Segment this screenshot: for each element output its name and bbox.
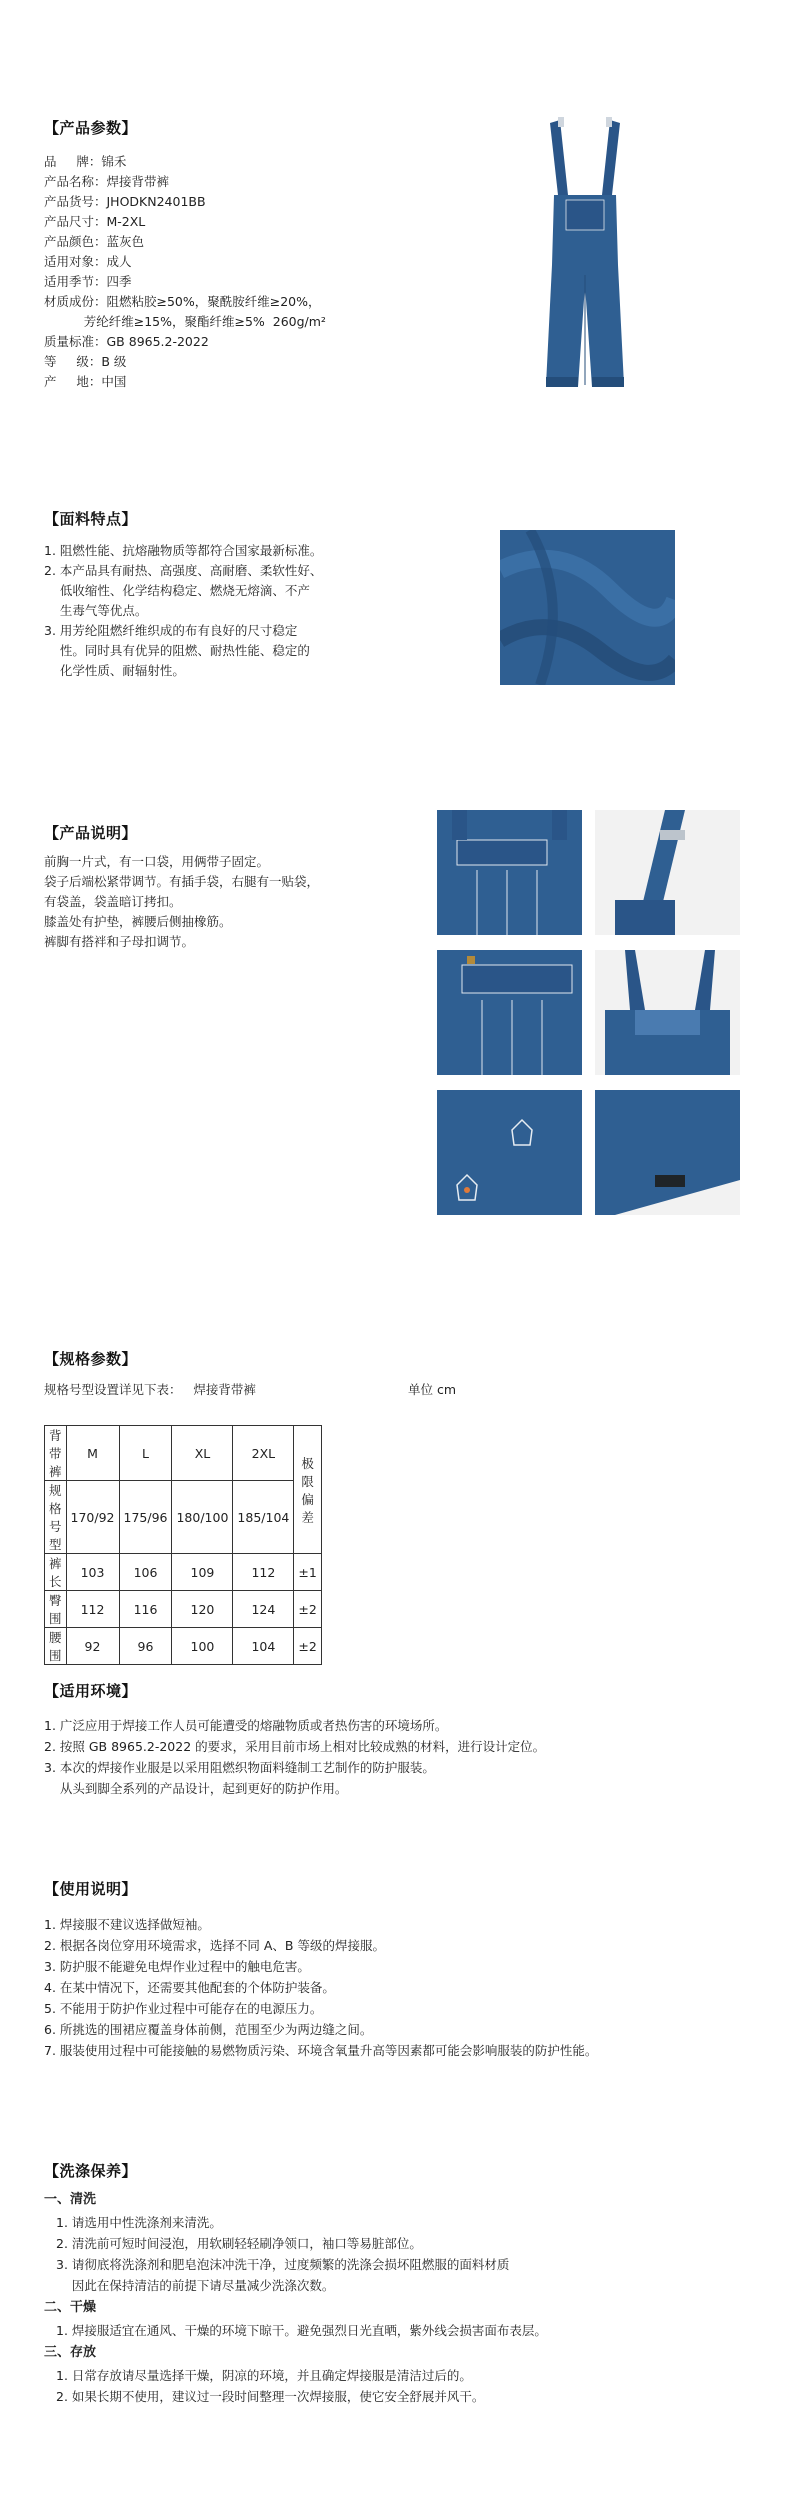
params-list <box>44 152 326 392</box>
desc-item: 前胸一片式，有一口袋，用俩带子固定。 <box>44 854 270 869</box>
param-origin: 产 地：中国 <box>44 374 127 389</box>
desc-list <box>44 852 319 952</box>
list-item: 因此在保持清洁的前提下请尽量减少洗涤次数。 <box>56 2278 335 2293</box>
care-dry-list <box>44 2320 547 2341</box>
spec-table <box>44 1425 322 1665</box>
section-title: 【产品说明】 <box>44 824 138 842</box>
param-name: 产品名称：焊接背带裤 <box>44 174 170 189</box>
table-cell: 112 <box>66 1591 119 1628</box>
desc-item: 有袋盖，袋盖暗订拷扣。 <box>44 894 182 909</box>
param-sku: 产品货号：JHODKN2401BB <box>44 194 206 209</box>
table-row <box>45 1628 322 1665</box>
list-item: 1. 焊接服适宜在通风、干燥的环境下晾干。避免强烈日光直晒，紫外线会损害面布表层。 <box>56 2323 547 2338</box>
list-item: 1. 焊接服不建议选择做短袖。 <box>44 1917 210 1932</box>
care-groups <box>44 2188 547 2407</box>
section-usage <box>0 1878 790 2108</box>
list-item: 2. 清洗前可短时间浸泡，用软刷轻轻刷净领口，袖口等易脏部位。 <box>56 2236 422 2251</box>
table-header-cell: 背带裤 <box>45 1426 67 1481</box>
table-cell: 106 <box>119 1554 172 1591</box>
list-item: 5. 不能用于防护作业过程中可能存在的电源压力。 <box>44 2001 323 2016</box>
table-header-cell: 规格号型 <box>45 1481 67 1554</box>
table-row <box>45 1426 322 1481</box>
table-row <box>45 1554 322 1591</box>
list-item: 7. 服装使用过程中可能接触的易燃物质污染、环境含氧量升高等因素都可能会影响服装的防护性能。 <box>44 2043 598 2058</box>
desc-item: 袋子后端松紧带调节。有插手袋，右腿有一贴袋， <box>44 874 320 889</box>
table-header-cell: 极限偏差 <box>294 1426 321 1554</box>
detail-label-icons-image <box>437 1090 582 1215</box>
fabric-item: 3. 用芳纶阻燃纤维织成的布有良好的尺寸稳定 <box>44 623 298 638</box>
list-item: 2. 按照 GB 8965.2-2022 的要求，采用目前市场上相对比较成熟的材料，进行设计定位。 <box>44 1739 546 1754</box>
table-row <box>45 1591 322 1628</box>
fabric-texture-image <box>500 530 675 685</box>
fabric-item: 1. 阻燃性能、抗熔融物质等都符合国家最新标准。 <box>44 543 323 558</box>
param-target: 适用对象：成人 <box>44 254 132 269</box>
detail-chest-pocket-image <box>437 810 582 935</box>
fabric-item: 性。同时具有优异的阻燃、耐热性能、稳定的 <box>44 643 310 658</box>
section-title: 【面料特点】 <box>44 510 138 528</box>
param-standard: 质量标准：GB 8965.2-2022 <box>44 334 209 349</box>
section-title: 【洗涤保养】 <box>44 2162 138 2180</box>
desc-item: 裤脚有搭袢和子母扣调节。 <box>44 934 195 949</box>
list-item: 1. 请选用中性洗涤剂来清洗。 <box>56 2215 222 2230</box>
table-cell: 103 <box>66 1554 119 1591</box>
table-cell: 120 <box>172 1591 233 1628</box>
care-group-heading: 三、存放 <box>44 2345 97 2360</box>
care-group-heading: 二、干燥 <box>44 2300 97 2315</box>
param-season: 适用季节：四季 <box>44 274 132 289</box>
list-item: 2. 如果长期不使用，建议过一段时间整理一次焊接服，使它安全舒展并风干。 <box>56 2389 485 2404</box>
table-header-cell: L <box>119 1426 172 1481</box>
param-grade: 等 级：B 级 <box>44 354 127 369</box>
table-cell: 104 <box>233 1628 294 1665</box>
table-header-cell: XL <box>172 1426 233 1481</box>
table-cell: 腰围 <box>45 1628 67 1665</box>
spec-intro: 规格号型设置详见下表： 焊接背带裤 <box>44 1382 256 1397</box>
param-brand: 品 牌：锦禾 <box>44 154 127 169</box>
detail-back-elastic-image <box>595 950 740 1075</box>
section-fabric-features <box>0 420 790 800</box>
param-material: 材质成份：阻燃粘胶≥50%，聚酰胺纤维≥20%， <box>44 294 321 309</box>
list-item: 1. 广泛应用于焊接工作人员可能遭受的熔融物质或者热伤害的环境场所。 <box>44 1718 448 1733</box>
list-item: 6. 所挑选的围裙应覆盖身体前侧，范围至少为两边缝之间。 <box>44 2022 373 2037</box>
param-material-cont: 芳纶纤维≥15%，聚酯纤维≥5% 260g/m² <box>44 314 326 329</box>
param-color: 产品颜色：蓝灰色 <box>44 234 145 249</box>
list-item: 3. 请彻底将洗涤剂和肥皂泡沫冲洗干净，过度频繁的洗涤会损坏阻燃服的面料材质 <box>56 2257 510 2272</box>
section-care <box>0 2160 790 2503</box>
table-cell: 180/100 <box>172 1481 233 1554</box>
usage-list <box>44 1914 597 2061</box>
list-item: 2. 根据各岗位穿用环境需求，选择不同 A、B 等级的焊接服。 <box>44 1938 385 1953</box>
table-cell: 109 <box>172 1554 233 1591</box>
section-environment <box>0 1680 790 1840</box>
spec-unit: 单位 cm <box>408 1382 457 1397</box>
section-title: 【适用环境】 <box>44 1682 138 1700</box>
care-storage-list <box>44 2365 547 2407</box>
table-cell: 185/104 <box>233 1481 294 1554</box>
care-wash-list <box>44 2212 547 2296</box>
fabric-item: 2. 本产品具有耐热、高强度、高耐磨、柔软性好、 <box>44 563 323 578</box>
section-product-desc <box>0 800 790 1280</box>
section-product-params <box>0 0 790 420</box>
section-title: 【产品参数】 <box>44 119 138 137</box>
table-cell: ±1 <box>294 1554 321 1591</box>
table-row <box>45 1481 322 1554</box>
table-cell: ±2 <box>294 1628 321 1665</box>
list-item: 3. 防护服不能避免电焊作业过程中的触电危害。 <box>44 1959 310 1974</box>
fabric-list <box>44 541 322 681</box>
table-cell: 124 <box>233 1591 294 1628</box>
table-cell: 裤长 <box>45 1554 67 1591</box>
section-title: 【使用说明】 <box>44 1880 138 1898</box>
care-group-heading: 一、清洗 <box>44 2192 97 2207</box>
product-overalls-image <box>520 115 640 400</box>
list-item: 4. 在某中情况下，还需要其他配套的个体防护装备。 <box>44 1980 335 1995</box>
table-cell: 臀围 <box>45 1591 67 1628</box>
table-cell: 92 <box>66 1628 119 1665</box>
fabric-item: 化学性质、耐辐射性。 <box>44 663 185 678</box>
table-cell: 100 <box>172 1628 233 1665</box>
section-title: 【规格参数】 <box>44 1350 138 1368</box>
fabric-item: 低收缩性、化学结构稳定、燃烧无熔滴、不产 <box>44 583 310 598</box>
detail-front-pocket-image <box>437 950 582 1075</box>
table-header-cell: M <box>66 1426 119 1481</box>
param-size: 产品尺寸：M-2XL <box>44 214 146 229</box>
table-cell: 175/96 <box>119 1481 172 1554</box>
list-item: 3. 本次的焊接作业服是以采用阻燃织物面料缝制工艺制作的防护服装。 <box>44 1760 435 1775</box>
fabric-item: 生毒气等优点。 <box>44 603 148 618</box>
table-cell: ±2 <box>294 1591 321 1628</box>
table-cell: 116 <box>119 1591 172 1628</box>
section-spec <box>0 1280 790 1680</box>
table-cell: 170/92 <box>66 1481 119 1554</box>
env-list <box>44 1715 545 1799</box>
table-cell: 96 <box>119 1628 172 1665</box>
table-cell: 112 <box>233 1554 294 1591</box>
detail-strap-buckle-image <box>595 810 740 935</box>
desc-item: 膝盖处有护垫，裤腰后侧抽橡筋。 <box>44 914 232 929</box>
list-item: 1. 日常存放请尽量选择干燥，阴凉的环境，并且确定焊接服是清洁过后的。 <box>56 2368 472 2383</box>
list-item: 从头到脚全系列的产品设计，起到更好的防护作用。 <box>44 1781 348 1796</box>
table-header-cell: 2XL <box>233 1426 294 1481</box>
detail-hem-tab-image <box>595 1090 740 1215</box>
